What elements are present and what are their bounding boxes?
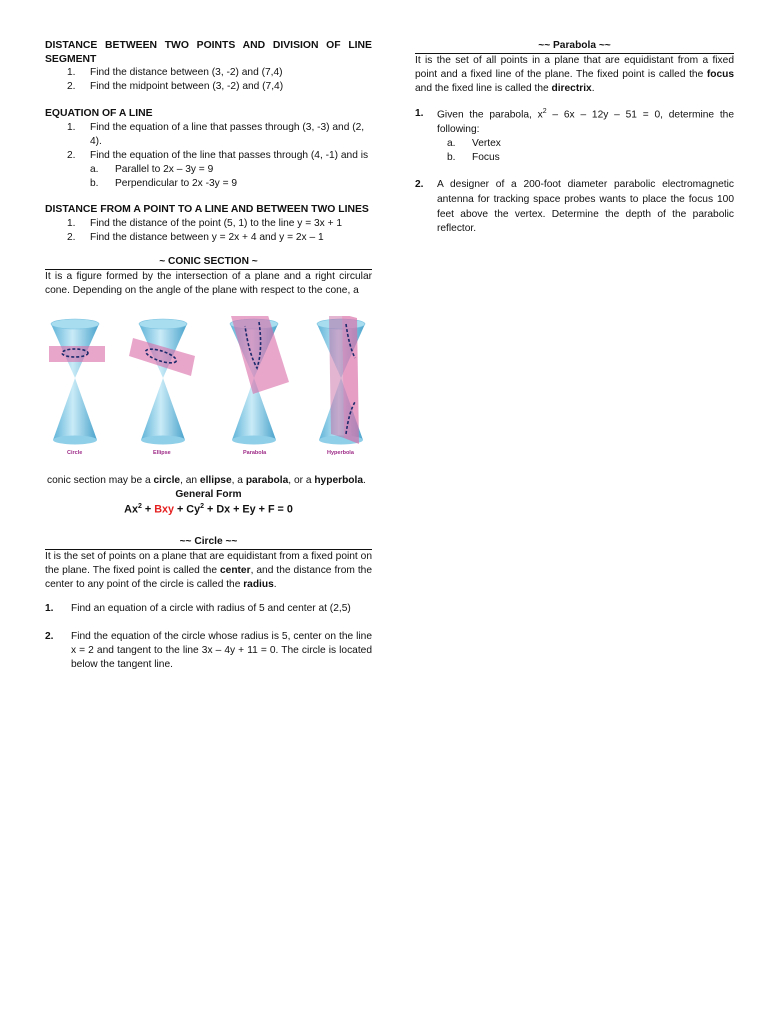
circle-problems <box>45 602 372 672</box>
conic-intro: It is a figure formed by the intersection of a plane and a right circular cone. Depending on the angle of the plane with respect to the cone, a <box>45 270 372 296</box>
circle-cone-icon <box>49 319 105 445</box>
figure-label-parabola: Parabola <box>243 450 267 456</box>
conic-section-heading: ~ CONIC SECTION ~ <box>45 255 372 270</box>
list-item: 1. Find the equation of a line that passes through (3, -3) and (2, 4). <box>67 121 365 147</box>
hyperbola-cone-icon <box>317 316 365 445</box>
line-list <box>45 121 372 191</box>
general-form-label: General Form <box>175 489 242 501</box>
conic-types-sentence: conic section may be a circle, an ellipse, a parabola, or a hyperbola. <box>47 475 366 486</box>
sub-list-item: a. Parallel to 2x – 3y = 9 <box>90 163 214 175</box>
list-item: 2. Find the distance between y = 2x + 4 and y = 2x – 1 <box>67 231 324 243</box>
point-line-list <box>45 217 372 245</box>
section-title-distance: DISTANCE BETWEEN TWO POINTS AND DIVISION OF LINE SEGMENT <box>45 40 372 65</box>
left-column <box>45 39 372 672</box>
circle-heading: ~~ Circle ~~ <box>45 535 372 550</box>
section-title-line: EQUATION OF A LINE <box>45 108 153 120</box>
figure-label-circle: Circle <box>67 450 83 456</box>
list-item: 1. Find the distance between (3, -2) and (7,4) <box>67 67 283 79</box>
figure-label-hyperbola: Hyperbola <box>327 450 354 456</box>
parabola-cone-icon <box>230 316 289 445</box>
conic-sections-figure <box>45 316 372 466</box>
list-item: 1. Find the distance of the point (5, 1) to the line y = 3x + 1 <box>67 217 343 229</box>
distance-list <box>45 66 372 94</box>
circle-definition: It is the set of points on a plane that are equidistant from a fixed point on the plane. The fixed point is called the center, and the distance from the center to any point of the circle is called the radius. <box>45 550 372 590</box>
section-title-point-line: DISTANCE FROM A POINT TO A LINE AND BETWEEN TWO LINES <box>45 204 369 216</box>
list-item: 2. Find the equation of the line that passes through (4, -1) and is <box>67 149 369 161</box>
figure-labels <box>45 450 372 464</box>
sub-list-item: b. Perpendicular to 2x -3y = 9 <box>90 178 238 190</box>
conic-cones-illustration <box>45 316 372 450</box>
list-item: 1. Find an equation of a circle with radius of 5 and center at (2,5) <box>45 602 351 614</box>
parabola-definition: It is the set of all points in a plane that are equidistant from a fixed point and a fixed line of the plane. The fixed point is called the focus and the fixed line is called the directrix. <box>415 55 734 95</box>
list-item: 1. Given the parabola, $x^2 - 6x - 12y - 51 = 0$, determine the following: <box>415 108 734 135</box>
right-column <box>415 39 734 237</box>
sub-list-item: a. Vertex <box>447 137 501 149</box>
list-item: 2. Find the equation of the circle whose radius is 5, center on the line x = 2 and tangent to the line 3x – 4y + 11 = 0. The circle is located below the tangent line. <box>45 631 372 671</box>
general-form-equation: $Ax^2$ + Bxy + $Cy^2 + Dx + Ey + F = 0$ <box>124 503 293 516</box>
parabola-heading: ~~ Parabola ~~ <box>415 39 734 54</box>
list-item: 2. A designer of a 200-foot diameter parabolic electromagnetic antenna for tracking space probes wants to place the focus 100 feet above the vertex. Determine the depth of the parabolic reflector. <box>415 179 734 235</box>
figure-label-ellipse: Ellipse <box>153 450 171 456</box>
sub-list-item: b. Focus <box>447 151 500 163</box>
ellipse-cone-icon <box>129 319 195 445</box>
parabola-problems <box>415 107 734 237</box>
list-item: 2. Find the midpoint between (3, -2) and (7,4) <box>67 81 284 93</box>
